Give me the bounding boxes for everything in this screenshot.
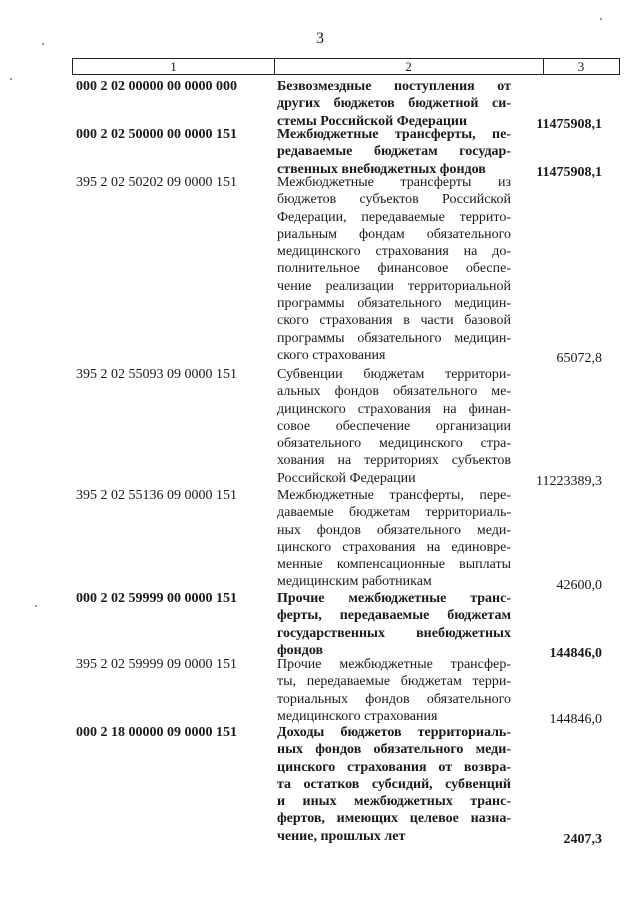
row-description-line: даваемые бюджетам территориаль- [277,505,511,521]
row-description-line: ственных внебюджетных фондов [277,161,486,177]
row-amount: 2407,3 [563,831,602,847]
row-description-line: программы обязательного медицин- [277,330,511,346]
row-description-line: бюджетов субъектов Российской [277,192,511,208]
row-description-line: фондов [277,642,324,658]
row-description-line: государственных внебюджетных [277,625,511,641]
row-description-line: менные компенсационные выплаты [277,557,511,573]
row-description-line: риальным фондам обязательного [277,226,511,242]
row-code: 000 2 18 00000 09 0000 151 [76,725,237,740]
row-code: 000 2 02 50000 00 0000 151 [76,127,237,142]
row-description-line: Прочие межбюджетные транс- [277,591,511,606]
row-description-line: ты, передаваемые бюджетам терри- [277,674,511,690]
row-description-line: ных фондов обязательного меди- [277,522,511,538]
table-header-cell-1: 1 [73,59,275,74]
scan-speck [600,18,602,20]
row-description-line: других бюджетов бюджетной си- [277,96,511,112]
row-description-line: и иных межбюджетных транс- [277,794,511,810]
row-description [277,724,511,845]
row-code: 395 2 02 55093 09 0000 151 [76,367,237,382]
row-description-line: хования на территориях субъектов [277,453,511,469]
row-description-line: Федерации, передаваемые террито- [277,209,511,225]
row-description [277,174,511,364]
row-amount: 65072,8 [556,351,602,366]
row-description-line: Межбюджетные трансферты, пе- [277,127,511,142]
row-amount: 144846,0 [549,711,602,727]
row-description-line: редаваемые бюджетам государ- [277,144,511,160]
row-amount: 42600,0 [556,577,602,593]
row-amount: 144846,0 [549,645,602,661]
row-description-line: ского страхования в части базовой [277,313,511,329]
row-description-line: Прочие межбюджетные трансфер- [277,657,511,672]
scan-speck [35,605,37,607]
row-description [277,78,511,130]
row-description-line: альных фондов обязательного ме- [277,384,511,400]
table-header-row [72,58,620,75]
row-description-line: цинского страхования от возвра- [277,759,511,775]
table-header-cell-3: 3 [577,59,585,74]
row-description [277,487,511,591]
row-description-line: чение, прошлых лет [277,828,406,844]
row-description [277,656,511,725]
row-description-line: чение реализации территориальной [277,278,511,294]
row-code: 000 2 02 00000 00 0000 000 [76,79,237,94]
row-description-line: Межбюджетные трансферты из [277,175,511,190]
row-description-line: Межбюджетные трансферты, пере- [277,488,511,503]
row-description-line: обязательного медицинского стра- [277,436,511,452]
table-header-cell-2: 2 [274,59,544,74]
row-description-line: медицинского страхования [277,708,438,724]
page-number: 3 [316,30,324,47]
row-description-line: ториальных фондов обязательного [277,691,511,707]
row-description [277,126,511,178]
row-description-line: программы обязательного медицин- [277,296,511,312]
scan-speck [42,43,44,45]
row-description-line: дицинского страхования на финан- [277,401,511,417]
row-description-line: полнительное финансовое обеспе- [277,261,511,277]
row-code: 000 2 02 59999 00 0000 151 [76,591,237,606]
row-amount: 11475908,1 [536,116,602,132]
row-description-line: та остатков субсидий, субвенций [277,776,511,792]
row-code: 395 2 02 59999 09 0000 151 [76,657,237,672]
row-amount: 11223389,3 [536,473,602,489]
row-description [277,366,511,487]
row-code: 395 2 02 55136 09 0000 151 [76,488,237,503]
row-description-line: Субвенции бюджетам территори- [277,367,511,382]
row-description [277,590,511,659]
row-description-line: медицинским работникам [277,574,432,590]
row-description-line: ферты, передаваемые бюджетам [277,608,511,624]
scan-speck [10,78,12,80]
row-description-line: медицинского страхования на до- [277,244,511,260]
row-description-line: ных фондов обязательного меди- [277,742,511,758]
row-description-line: фертов, имеющих целевое назна- [277,811,511,827]
row-description-line: Доходы бюджетов территориаль- [277,725,511,740]
row-amount: 11475908,1 [536,164,602,180]
row-description-line: Безвозмездные поступления от [277,79,511,94]
row-description-line: совое обеспечение организации [277,418,511,434]
row-description-line: цинского страхования на единовре- [277,539,511,555]
row-description-line: ского страхования [277,347,386,363]
row-code: 395 2 02 50202 09 0000 151 [76,175,237,190]
row-description-line: Российской Федерации [277,470,416,486]
row-description-line: стемы Российской Федерации [277,113,468,129]
